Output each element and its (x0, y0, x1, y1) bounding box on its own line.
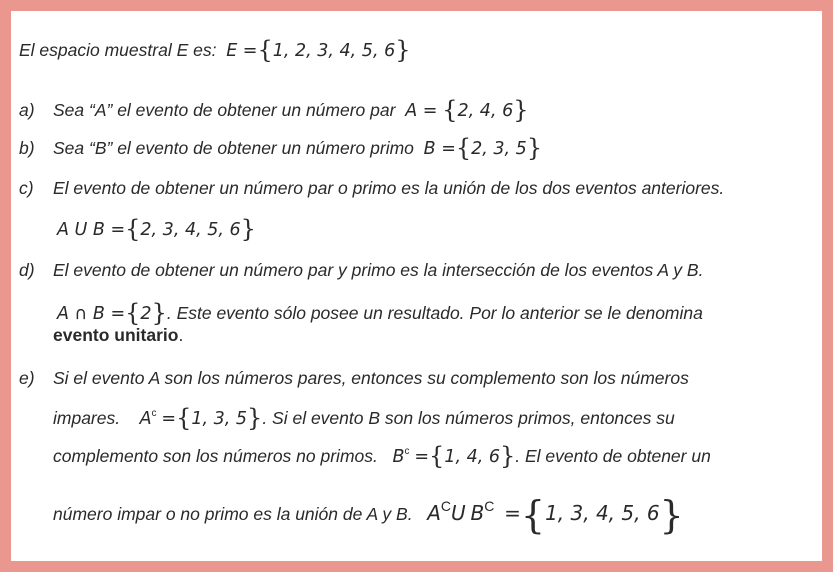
complement-a-eq: = (161, 409, 177, 429)
complement-b-items: 1, 4, 6 (444, 447, 500, 467)
item-b-label: b) (19, 138, 35, 158)
set-open-brace: { (257, 36, 273, 64)
final-b-sup: C (484, 498, 495, 514)
final-eq: = (504, 501, 521, 525)
item-e-text4: número impar o no primo es la unión de A y B. (53, 504, 413, 524)
item-e-line2 (19, 404, 821, 432)
final-a-sup: C (440, 498, 451, 514)
item-c-text: El evento de obtener un número par o primo es la unión de los dos eventos anteriores. (53, 178, 725, 198)
item-e-text2a: impares. (53, 408, 121, 428)
set-close-brace: } (151, 299, 167, 327)
set-open-brace: { (442, 96, 458, 124)
item-b-text: Sea “B” el evento de obtener un número primo (53, 138, 414, 158)
complement-a-sup: c (151, 408, 157, 419)
item-a (19, 96, 821, 124)
set-close-brace: } (247, 404, 263, 432)
complement-b-sup: c (404, 446, 410, 457)
set-open-brace: { (455, 134, 472, 162)
set-close-brace: } (395, 36, 411, 64)
item-a-text: Sea “A” el evento de obtener un número par (53, 100, 396, 120)
item-d (19, 260, 821, 281)
event-a-name: A = (405, 101, 438, 121)
final-a: A (427, 501, 441, 525)
set-open-brace: { (176, 404, 192, 432)
set-open-brace: { (429, 442, 445, 470)
item-e-text2b: . Si el evento B son los números primos, entonces su (262, 408, 675, 428)
item-e-line3 (19, 442, 821, 470)
intersection-items: 2 (140, 304, 152, 324)
set-close-brace: } (513, 96, 529, 124)
set-close-brace: } (499, 442, 516, 470)
final-union: U (451, 501, 466, 525)
set-close-brace: } (526, 134, 543, 162)
period: . (178, 325, 184, 345)
item-d-text2: . Este evento sólo posee un resultado. Por lo anterior se le denomina (166, 303, 703, 323)
item-d-text: El evento de obtener un número par y primo es la intersección de los eventos A y B. (53, 260, 704, 280)
union-items: 2, 3, 4, 5, 6 (140, 220, 241, 240)
set-close-brace: } (659, 493, 684, 537)
intersection-name: A ∩ B = (57, 304, 126, 324)
item-e-line4 (19, 493, 821, 537)
item-e-text3b: . El evento de obtener un (515, 446, 711, 466)
item-b (19, 134, 821, 162)
final-items: 1, 3, 4, 5, 6 (545, 501, 660, 525)
set-open-brace: { (125, 299, 141, 327)
complement-a-items: 1, 3, 5 (191, 409, 248, 429)
set-open-brace: { (520, 493, 546, 537)
document-body (19, 0, 821, 572)
intro-text: El espacio muestral E es: (19, 40, 217, 60)
final-b: B (470, 501, 485, 525)
event-b-name: B = (423, 139, 456, 159)
item-e-text1: Si el evento A son los números pares, entonces su complemento son los números (53, 368, 689, 388)
item-a-label: a) (19, 100, 35, 120)
item-e-text3a: complemento son los números no primos. (53, 446, 378, 466)
item-e-label: e) (19, 368, 35, 388)
event-b-items: 2, 3, 5 (471, 139, 527, 159)
item-c (19, 178, 821, 199)
unit-event-term: evento unitario (53, 325, 179, 345)
set-close-brace: } (240, 215, 256, 243)
item-d-label: d) (19, 260, 35, 280)
event-a-items: 2, 4, 6 (457, 101, 514, 121)
complement-b-eq: = (414, 447, 430, 467)
sample-space-items: 1, 2, 3, 4, 5, 6 (272, 41, 396, 61)
complement-b-base: B (392, 447, 405, 467)
sample-space-name: E = (226, 41, 258, 61)
item-e (19, 368, 821, 389)
complement-a-base: A (139, 409, 152, 429)
intro-line (19, 36, 821, 64)
set-open-brace: { (125, 215, 141, 243)
item-c-set (19, 215, 821, 243)
item-d-bold-line (19, 325, 821, 346)
item-c-label: c) (19, 178, 34, 198)
union-name: A U B = (57, 220, 126, 240)
item-d-set (19, 299, 821, 327)
